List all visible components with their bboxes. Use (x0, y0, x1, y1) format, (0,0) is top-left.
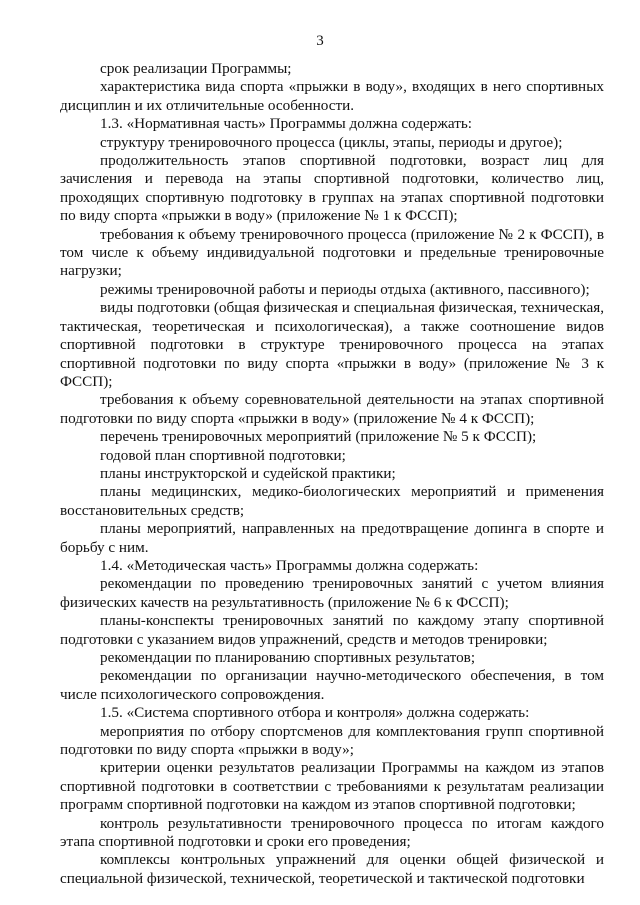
section-heading: 1.3. «Нормативная часть» Программы должна содержать: (100, 115, 472, 133)
paragraph: планы медицинских, медико-биологических мероприятий и применения восстановительных средств; (60, 483, 604, 519)
paragraph: виды подготовки (общая физическая и специальная физическая, техническая, тактическая, теоретическая и психологическая), а также соотношение видов спортивной подготовки в структуре тренировочного процесса на этапах спортивной подготовки по виду спорта «прыжки в воду» (приложение № 3 к ФССП); (60, 299, 604, 390)
page-number: 3 (316, 33, 324, 49)
paragraph: рекомендации по планированию спортивных результатов; (100, 649, 476, 666)
paragraph: требования к объему тренировочного процесса (приложение № 2 к ФССП), в том числе к объему индивидуальной подготовки и предельные тренировочные нагрузки; (60, 225, 604, 280)
paragraph: характеристика вида спорта «прыжки в воду», входящих в него спортивных дисциплин и их отличительные особенности. (60, 78, 604, 114)
paragraph: критерии оценки результатов реализации Программы на каждом из этапов спортивной подготовки в соответствии с требованиями к результатам реализации программ спортивной подготовки на каждом из этапов спортивной подготовки; (60, 759, 604, 814)
paragraph: перечень тренировочных мероприятий (приложение № 5 к ФССП); (100, 428, 537, 446)
paragraph: рекомендации по проведению тренировочных занятий с учетом влияния физических качеств на результативность (приложение № 6 к ФССП); (60, 575, 604, 611)
paragraph: планы инструкторской и судейской практики; (100, 464, 396, 482)
paragraph: срок реализации Программы; (100, 60, 292, 77)
paragraph: требования к объему соревновательной деятельности на этапах спортивной подготовки по виду спорта «прыжки в воду» (приложение № 4 к ФССП); (60, 391, 604, 427)
section-heading: 1.5. «Система спортивного отбора и контроля» должна содержать: (100, 704, 530, 722)
paragraph: годовой план спортивной подготовки; (100, 446, 346, 464)
paragraph: мероприятия по отбору спортсменов для комплектования групп спортивной подготовки по виду спорта «прыжки в воду»; (60, 722, 604, 759)
document-body (60, 60, 604, 888)
paragraph: структуру тренировочного процесса (циклы, этапы, периоды и другое); (100, 133, 563, 151)
section-heading: 1.4. «Методическая часть» Программы должна содержать: (100, 556, 479, 574)
paragraph: рекомендации по организации научно-методического обеспечения, в том числе психологического сопровождения. (60, 667, 604, 703)
paragraph: контроль результативности тренировочного процесса по итогам каждого этапа спортивной подготовки и сроки его проведения; (60, 814, 604, 851)
paragraph: планы-конспекты тренировочных занятий по каждому этапу спортивной подготовки с указанием видов упражнений, средств и методов тренировки; (60, 612, 604, 648)
paragraph: комплексы контрольных упражнений для оценки общей физической и специальной физической, технической, теоретической и тактической подготовки (60, 851, 604, 887)
paragraph: режимы тренировочной работы и периоды отдыха (активного, пассивного); (100, 280, 590, 298)
paragraph: планы мероприятий, направленных на предотвращение допинга в спорте и борьбу с ним. (60, 520, 604, 556)
paragraph: продолжительность этапов спортивной подготовки, возраст лиц для зачисления и перевода на этапы спортивной подготовки, количество лиц, проходящих спортивную подготовку в группах на этапах спортивной подготовки по виду спорта «прыжки в воду» (приложение № 1 к ФССП); (60, 152, 604, 225)
